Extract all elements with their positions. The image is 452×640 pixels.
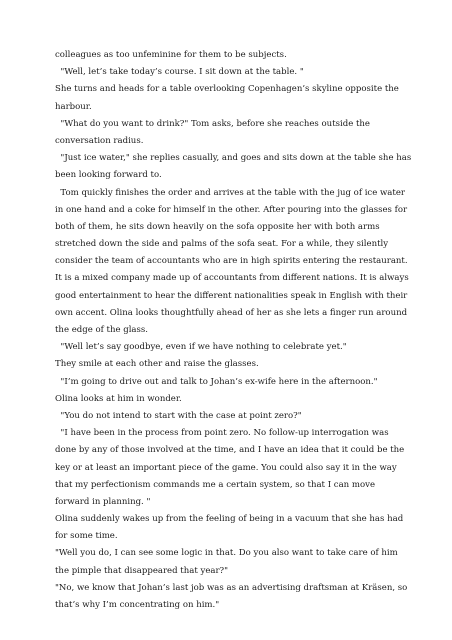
text-line: forward in planning. " (55, 496, 151, 507)
text-line: Tom quickly finishes the order and arrives at the table with the jug of ice water (55, 187, 405, 198)
text-line: in one hand and a coke for himself in the other. After pouring into the glasses for (55, 204, 408, 215)
text-line: "Well you do, I can see some logic in that. Do you also want to take care of him (55, 548, 398, 559)
text-line: key or at least an important piece of the game. You could also say it in the way (55, 462, 397, 473)
text-line: conversation radius. (55, 135, 144, 146)
text-line: "Well let’s say goodbye, even if we have nothing to celebrate yet." (55, 342, 347, 353)
body-text (55, 47, 412, 614)
text-line: the pimple that disappeared that year?" (55, 565, 229, 576)
text-line: colleagues as too unfeminine for them to be subjects. (55, 50, 287, 60)
text-line: "I have been in the process from point zero. No follow-up interrogation was (55, 428, 389, 439)
text-line: She turns and heads for a table overlooking Copenhagen’s skyline opposite the (55, 84, 399, 95)
text-line: "I’m going to drive out and talk to Johan’s ex-wife here in the afternoon." (55, 376, 378, 387)
text-line: that’s why I’m concentrating on him." (55, 600, 220, 610)
text-line: own accent. Olina looks thoughtfully ahead of her as she lets a finger run around (55, 307, 408, 318)
text-line: good entertainment to hear the different nationalities speak in English with their (55, 290, 408, 301)
text-line: It is a mixed company made up of accountants from different nations. It is always (55, 273, 409, 284)
text-line: harbour. (55, 101, 92, 112)
text-line: Olina looks at him in wonder. (55, 393, 182, 404)
text-line: "Well, let’s take today’s course. I sit down at the table. " (55, 67, 304, 78)
text-line: the edge of the glass. (55, 325, 149, 335)
text-line: "Just ice water," she replies casually, and goes and sits down at the table she has (55, 153, 412, 164)
text-line: for some time. (55, 531, 118, 542)
text-line: Olina suddenly wakes up from the feeling of being in a vacuum that she has had (55, 514, 404, 525)
text-line: "No, we know that Johan’s last job was as an advertising draftsman at Kräsen, so (55, 582, 408, 593)
text-line: "You do not intend to start with the case at point zero?" (55, 410, 302, 421)
text-line: "What do you want to drink?" Tom asks, before she reaches outside the (55, 118, 370, 129)
text-line: been looking forward to. (55, 170, 162, 181)
text-line: that my perfectionism commands me a certain system, so that I can move (55, 479, 376, 490)
text-line: both of them, he sits down heavily on the sofa opposite her with both arms (55, 221, 380, 232)
text-line: They smile at each other and raise the glasses. (55, 359, 259, 370)
text-line: done by any of those involved at the time, and I have an idea that it could be the (55, 445, 405, 456)
text-line: stretched down the side and palms of the sofa seat. For a while, they silently (55, 239, 389, 250)
text-line: consider the team of accountants who are in high spirits entering the restaurant. (55, 256, 408, 267)
